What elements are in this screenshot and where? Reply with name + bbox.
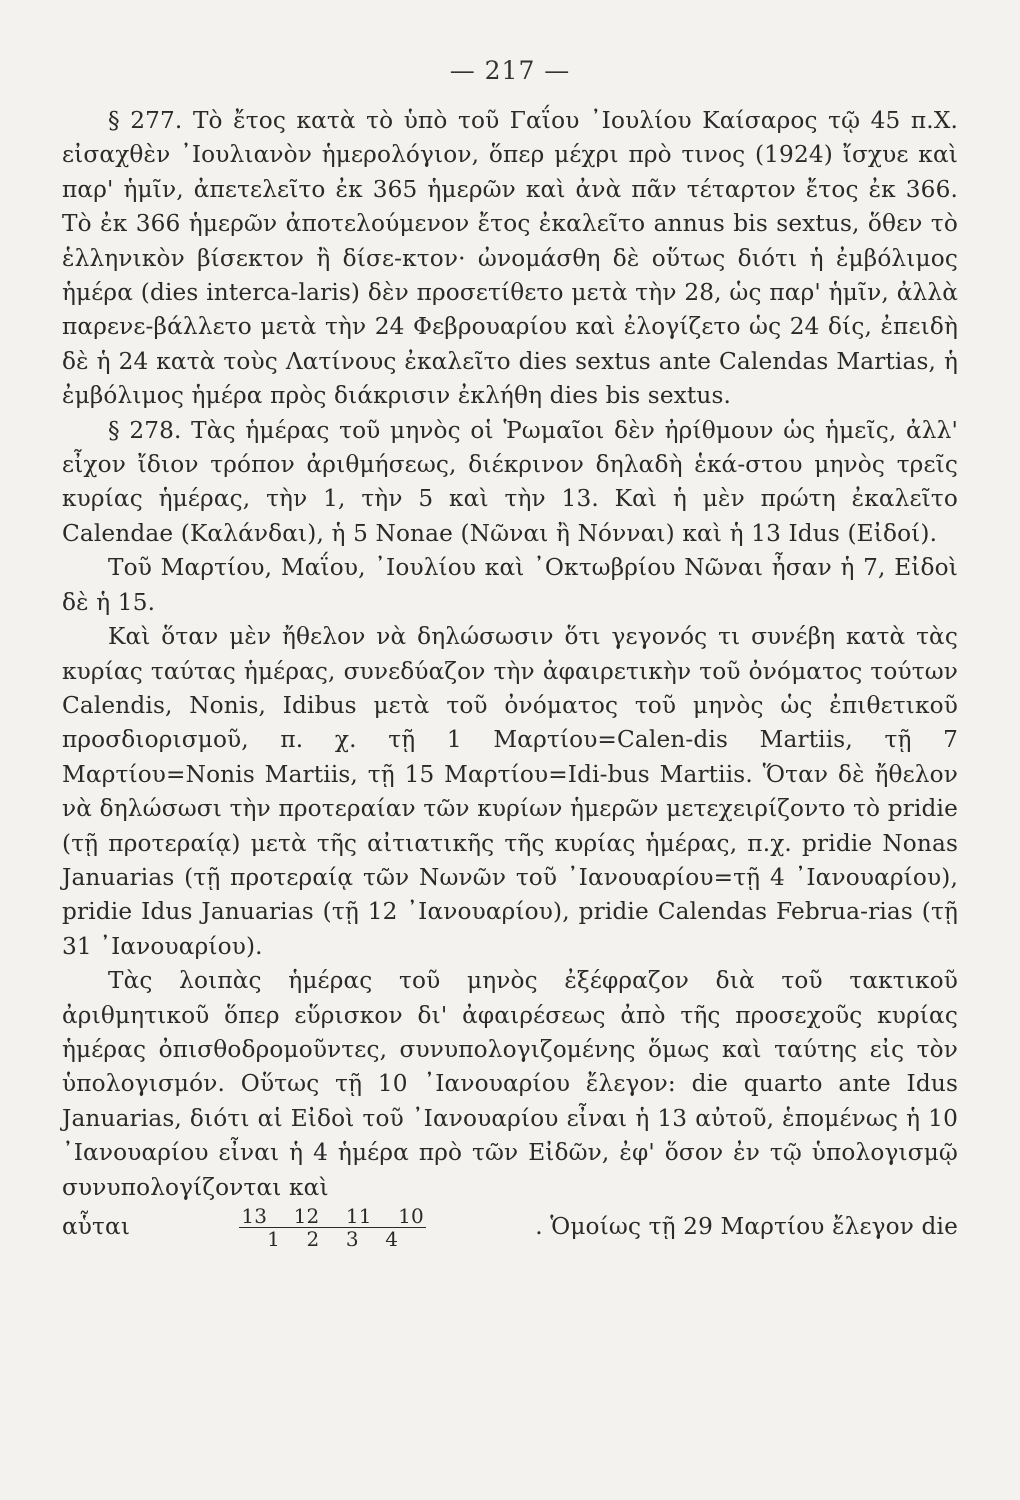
paragraph-277: § 277. Τὸ ἔτος κατὰ τὸ ὑπὸ τοῦ Γαΐου ᾿Ιουλίου Καίσαρος τῷ 45 π.Χ. εἰσαχθὲν ᾿Ιουλιανὸν ἡμερολόγιον, ὅπερ μέχρι πρὸ τινος (1924) ἴσχυε καὶ παρ' ἡμῖν, ἀπετελεῖτο ἐκ 365 ἡμερῶν καὶ ἀνὰ πᾶν τέταρτον ἔτος ἐκ 366. Τὸ ἐκ 366 ἡμερῶν ἀποτελούμενον ἔτος ἐκαλεῖτο annus bis sextus, ὅθεν τὸ ἑλληνικὸν βίσεκτον ἢ δίσε-κτον· ὠνομάσθη δὲ οὕτως διότι ἡ ἐμβόλιμος ἡμέρα (dies interca-laris) δὲν προσετίθετο μετὰ τὴν 28, ὡς παρ' ἡμῖν, ἀλλὰ παρενε-βάλλετο μετὰ τὴν 24 Φεβρουαρίου καὶ ἐλογίζετο ὡς 24 δίς, ἐπειδὴ δὲ ἡ 24 κατὰ τοὺς Λατίνους ἐκαλεῖτο dies sextus ante Calendas Martias, ἡ ἐμβόλιμος ἡμέρα πρὸς διάκρισιν ἐκλήθη dies bis sextus. [62, 107, 958, 410]
last-line-tail: . Ὁμοίως τῇ 29 Μαρτίου ἔλεγον die [535, 1213, 958, 1241]
last-line-lead: αὗται [62, 1213, 131, 1241]
body-text [62, 104, 958, 1250]
paragraph-278: § 278. Τὰς ἡμέρας τοῦ μηνὸς οἱ Ῥωμαῖοι δὲν ἠρίθμουν ὡς ἡμεῖς, ἀλλ' εἶχον ἴδιον τρόπον ἀριθμήσεως, διέκρινον δηλαδὴ ἑκά-στου μηνὸς τρεῖς κυρίας ἡμέρας, τὴν 1, τὴν 5 καὶ τὴν 13. Καὶ ἡ μὲν πρώτη ἐκαλεῖτο Calendae (Καλάνδαι), ἡ 5 Nonae (Νῶναι ἢ Νόνναι) καὶ ἡ 13 Idus (Εἰδοί). [62, 416, 958, 547]
paragraph-remaining-days: Τὰς λοιπὰς ἡμέρας τοῦ μηνὸς ἐξέφραζον διὰ τοῦ τακτικοῦ ἀριθμητικοῦ ὅπερ εὕρισκον δι' ἀφαιρέσεως ἀπὸ τῆς προσεχοῦς κυρίας ἡμέρας ὀπισθοδρομοῦντες, συνυπολογιζομένης ὅμως καὶ ταύτης εἰς τὸν ὑπολογισμόν. Οὕτως τῇ 10 ᾿Ιανουαρίου ἔλεγον: die quarto ante Idus Januarias, διότι αἱ Εἰδοὶ τοῦ ᾿Ιανουαρίου εἶναι ἡ 13 αὐτοῦ, ἑπομένως ἡ 10 ᾿Ιανουαρίου εἶναι ἡ 4 ἡμέρα πρὸ τῶν Εἰδῶν, ἐφ' ὅσον ἐν τῷ ὑπολογισμῷ συνυπολογίζονται καὶ [62, 967, 958, 1201]
fraction-numerator: 13 12 11 10 [241, 1204, 424, 1228]
page-number: — 217 — [449, 56, 571, 85]
day-count-fraction [239, 1205, 426, 1250]
paragraph-march-may: Τοῦ Μαρτίου, Μαΐου, ᾿Ιουλίου καὶ ᾿Οκτωβρίου Νῶναι ἦσαν ἡ 7, Εἰδοὶ δὲ ἡ 15. [62, 554, 958, 616]
paragraph-calendis: Καὶ ὅταν μὲν ἤθελον νὰ δηλώσωσιν ὅτι γεγονός τι συνέβη κατὰ τὰς κυρίας ταύτας ἡμέρας, συνεδύαζον τὴν ἀφαιρετικὴν τοῦ ὀνόματος τούτων Calendis, Nonis, Idibus μετὰ τοῦ ὀνόματος τοῦ μηνὸς ὡς ἐπιθετικοῦ προσδιορισμοῦ, π. χ. τῇ 1 Μαρτίου=Calen-dis Martiis, τῇ 7 Μαρτίου=Nonis Martiis, τῇ 15 Μαρτίου=Idi-bus Martiis. Ὅταν δὲ ἤθελον νὰ δηλώσωσι τὴν προτεραίαν τῶν κυρίων ἡμερῶν μετεχειρίζοντο τὸ pridie (τῇ προτεραίᾳ) μετὰ τῆς αἰτιατικῆς τῆς κυρίας ἡμέρας, π.χ. pridie Nonas Januarias (τῇ προτεραίᾳ τῶν Νωνῶν τοῦ ᾿Ιανουαρίου=τῇ 4 ᾿Ιανουαρίου), pridie Idus Januarias (τῇ 12 ᾿Ιανουαρίου), pridie Calendas Februa-rias (τῇ 31 ᾿Ιανουαρίου). [62, 623, 958, 960]
last-line [62, 1205, 958, 1250]
fraction-denominator: 1 2 3 4 [267, 1227, 399, 1251]
